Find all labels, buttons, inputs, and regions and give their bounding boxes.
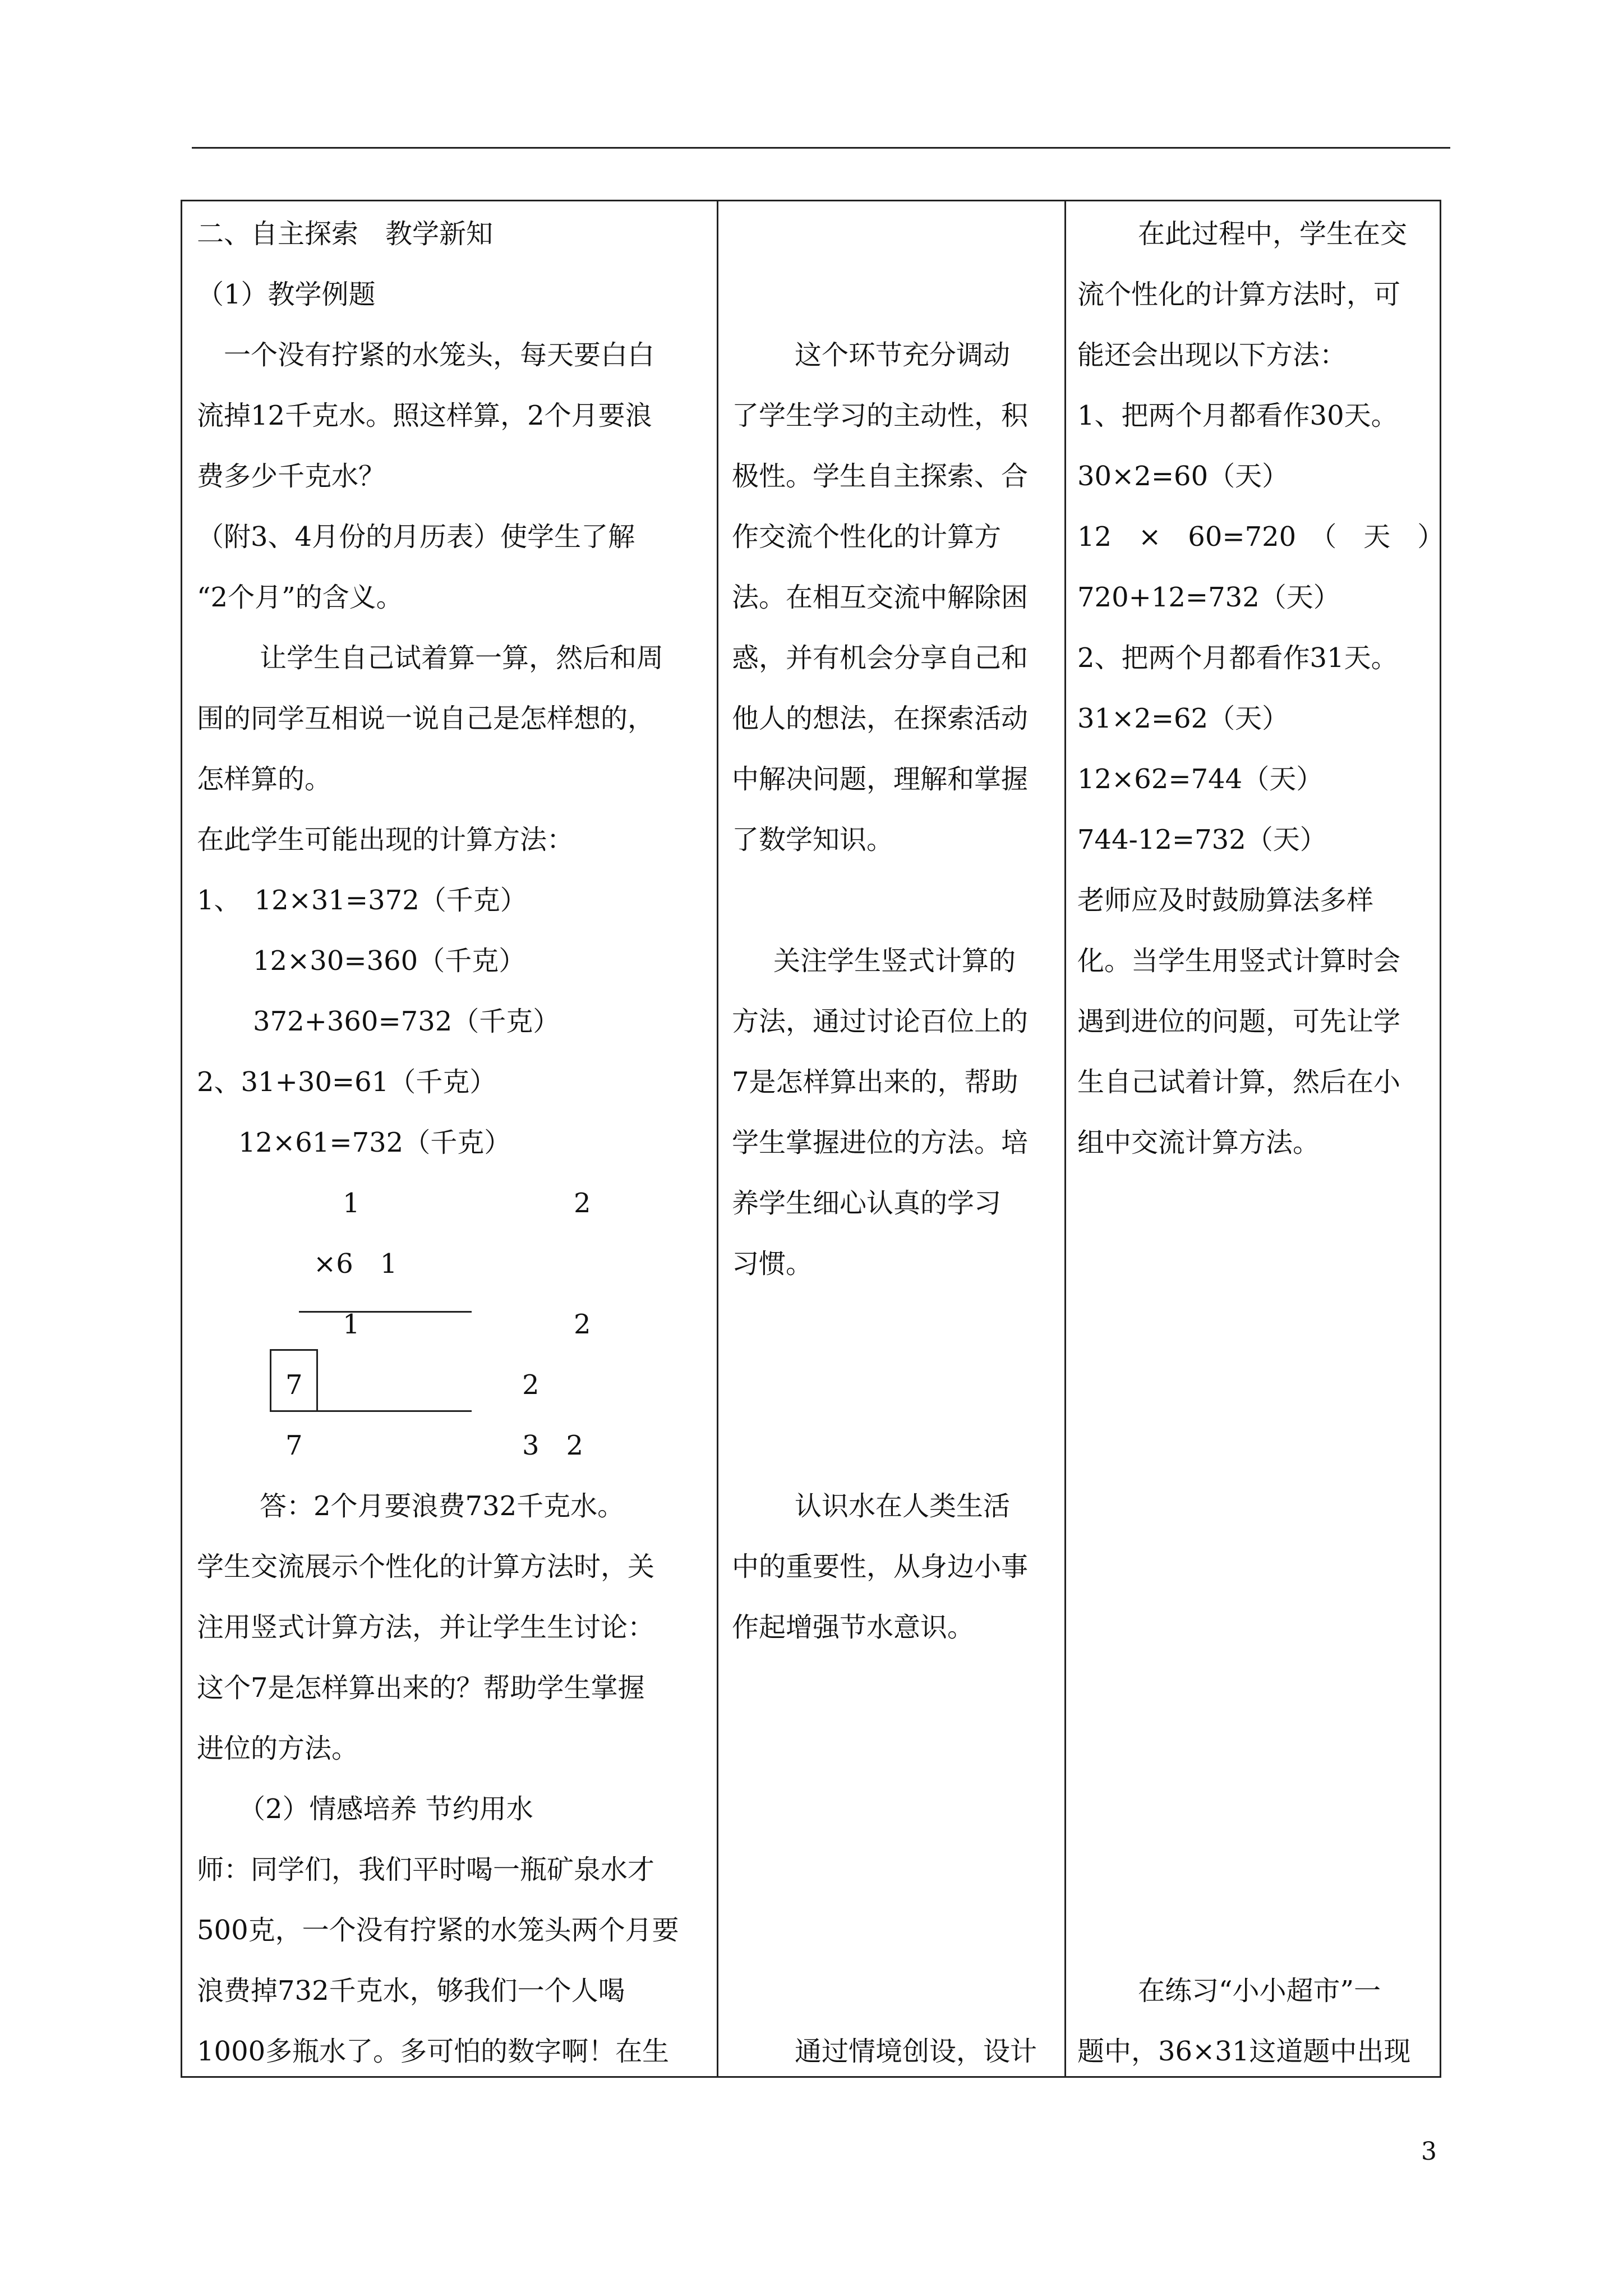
text-line: 能还会出现以下方法： bbox=[1077, 339, 1347, 371]
answer-line: 答：2个月要浪费732千克水。 bbox=[260, 1490, 625, 1522]
text-line: 认识水在人类生活 bbox=[795, 1490, 1011, 1522]
calc-line: 30×2=60（天） bbox=[1077, 461, 1289, 492]
text-line: 养学生细心认真的学习 bbox=[732, 1188, 1002, 1219]
text-line: 怎样算的。 bbox=[197, 763, 332, 795]
calc-line: 12×61=732（千克） bbox=[238, 1127, 511, 1158]
text-line: 注用竖式计算方法，并让学生生讨论： bbox=[197, 1612, 655, 1643]
vertical-rule bbox=[317, 1410, 472, 1412]
calc-line: 12×62=744（天） bbox=[1077, 763, 1324, 795]
vertical-digit-boxed: 7 bbox=[285, 1369, 303, 1401]
text-line: 学生交流展示个性化的计算方法时，关 bbox=[197, 1551, 655, 1582]
vertical-digit: 2 bbox=[574, 1309, 591, 1340]
calc-line: 12 × 60=720 （ 天 ） bbox=[1077, 521, 1445, 553]
calc-line: 372+360=732（千克） bbox=[253, 1006, 560, 1037]
design-intent-column bbox=[718, 201, 1066, 2077]
lesson-plan-table bbox=[181, 200, 1445, 2078]
text-line: 题中，36×31这道题中出现 bbox=[1077, 2036, 1411, 2067]
header-rule bbox=[192, 147, 1450, 149]
text-line: 老师应及时鼓励算法多样 bbox=[1077, 885, 1374, 916]
text-line: 7是怎样算出来的，帮助 bbox=[732, 1066, 1018, 1098]
text-line: 法。在相互交流中解除困 bbox=[732, 582, 1029, 613]
calc-line: 31×2=62（天） bbox=[1077, 703, 1289, 734]
text-line: 在此过程中，学生在交 bbox=[1138, 218, 1408, 250]
text-line: 费多少千克水？ bbox=[197, 461, 386, 492]
text-line: “2个月”的含义。 bbox=[197, 582, 403, 613]
text-line: 在练习“小小超市”一 bbox=[1138, 1975, 1381, 2007]
calc-line: 1、 12×31=372（千克） bbox=[197, 885, 527, 916]
process-column bbox=[182, 201, 718, 2077]
text-line: （附3、4月份的月历表）使学生了解 bbox=[197, 521, 635, 553]
text-line: 习惯。 bbox=[732, 1248, 813, 1280]
text-line: 通过情境创设，设计 bbox=[795, 2036, 1038, 2067]
vertical-multiplier: ×6 1 bbox=[313, 1248, 398, 1280]
notes-column bbox=[1066, 201, 1445, 2077]
text-line: 1000多瓶水了。多可怕的数字啊！在生 bbox=[197, 2036, 670, 2067]
section-heading: 二、自主探索 教学新知 bbox=[197, 218, 494, 250]
text-line: 浪费掉732千克水，够我们一个人喝 bbox=[197, 1975, 625, 2007]
calc-line: 12×30=360（千克） bbox=[253, 945, 526, 977]
page-number: 3 bbox=[1421, 2137, 1437, 2166]
vertical-digit: 2 bbox=[522, 1369, 540, 1401]
vertical-digit: 3 2 bbox=[522, 1430, 584, 1461]
text-line: 他人的想法，在探索活动 bbox=[732, 703, 1029, 734]
text-line: 中的重要性，从身边小事 bbox=[732, 1551, 1029, 1582]
vertical-digit: 2 bbox=[574, 1188, 591, 1219]
text-line: 学生掌握进位的方法。培 bbox=[732, 1127, 1029, 1158]
text-line: 生自己试着计算，然后在小 bbox=[1077, 1066, 1401, 1098]
vertical-digit: 1 bbox=[343, 1188, 360, 1219]
text-line: 1、把两个月都看作30天。 bbox=[1077, 400, 1398, 431]
text-line: 极性。学生自主探索、合 bbox=[732, 461, 1029, 492]
text-line: 方法，通过讨论百位上的 bbox=[732, 1006, 1029, 1037]
text-line: 化。当学生用竖式计算时会 bbox=[1077, 945, 1401, 977]
text-line: 这个环节充分调动 bbox=[795, 339, 1011, 371]
vertical-rule bbox=[299, 1311, 472, 1313]
text-line: 这个7是怎样算出来的？帮助学生掌握 bbox=[197, 1672, 645, 1704]
table-row bbox=[182, 201, 1441, 2077]
text-line: 流个性化的计算方法时，可 bbox=[1077, 279, 1401, 310]
text-line: 组中交流计算方法。 bbox=[1077, 1127, 1320, 1158]
text-line: 一个没有拧紧的水笼头，每天要白白 bbox=[197, 339, 655, 371]
text-line: 遇到进位的问题，可先让学 bbox=[1077, 1006, 1401, 1037]
calc-line: 744-12=732（天） bbox=[1077, 824, 1327, 855]
text-line: 惑，并有机会分享自己和 bbox=[732, 642, 1029, 674]
calc-line: 2、31+30=61（千克） bbox=[197, 1066, 497, 1098]
text-line: 作交流个性化的计算方 bbox=[732, 521, 1002, 553]
vertical-digit: 7 bbox=[285, 1430, 303, 1461]
text-line: 中解决问题，理解和掌握 bbox=[732, 763, 1029, 795]
text-line: 2、把两个月都看作31天。 bbox=[1077, 642, 1398, 674]
text-line: 500克，一个没有拧紧的水笼头两个月要 bbox=[197, 1915, 679, 1946]
text-line: 围的同学互相说一说自己是怎样想的， bbox=[197, 703, 655, 734]
text-line: 了学生学习的主动性，积 bbox=[732, 400, 1029, 431]
text-line: 流掉12千克水。照这样算，2个月要浪 bbox=[197, 400, 652, 431]
subheading-example: （1）教学例题 bbox=[197, 279, 376, 310]
vertical-digit: 1 bbox=[343, 1309, 360, 1340]
text-line: 关注学生竖式计算的 bbox=[773, 945, 1016, 977]
subheading-emotion: （2）情感培养 节约用水 bbox=[238, 1793, 533, 1825]
text-line: 师：同学们，我们平时喝一瓶矿泉水才 bbox=[197, 1854, 655, 1885]
text-line: 让学生自己试着算一算，然后和周 bbox=[260, 642, 664, 674]
text-line: 在此学生可能出现的计算方法： bbox=[197, 824, 574, 855]
calc-line: 720+12=732（天） bbox=[1077, 582, 1340, 613]
text-line: 进位的方法。 bbox=[197, 1733, 359, 1764]
text-line: 作起增强节水意识。 bbox=[732, 1612, 975, 1643]
text-line: 了数学知识。 bbox=[732, 824, 894, 855]
